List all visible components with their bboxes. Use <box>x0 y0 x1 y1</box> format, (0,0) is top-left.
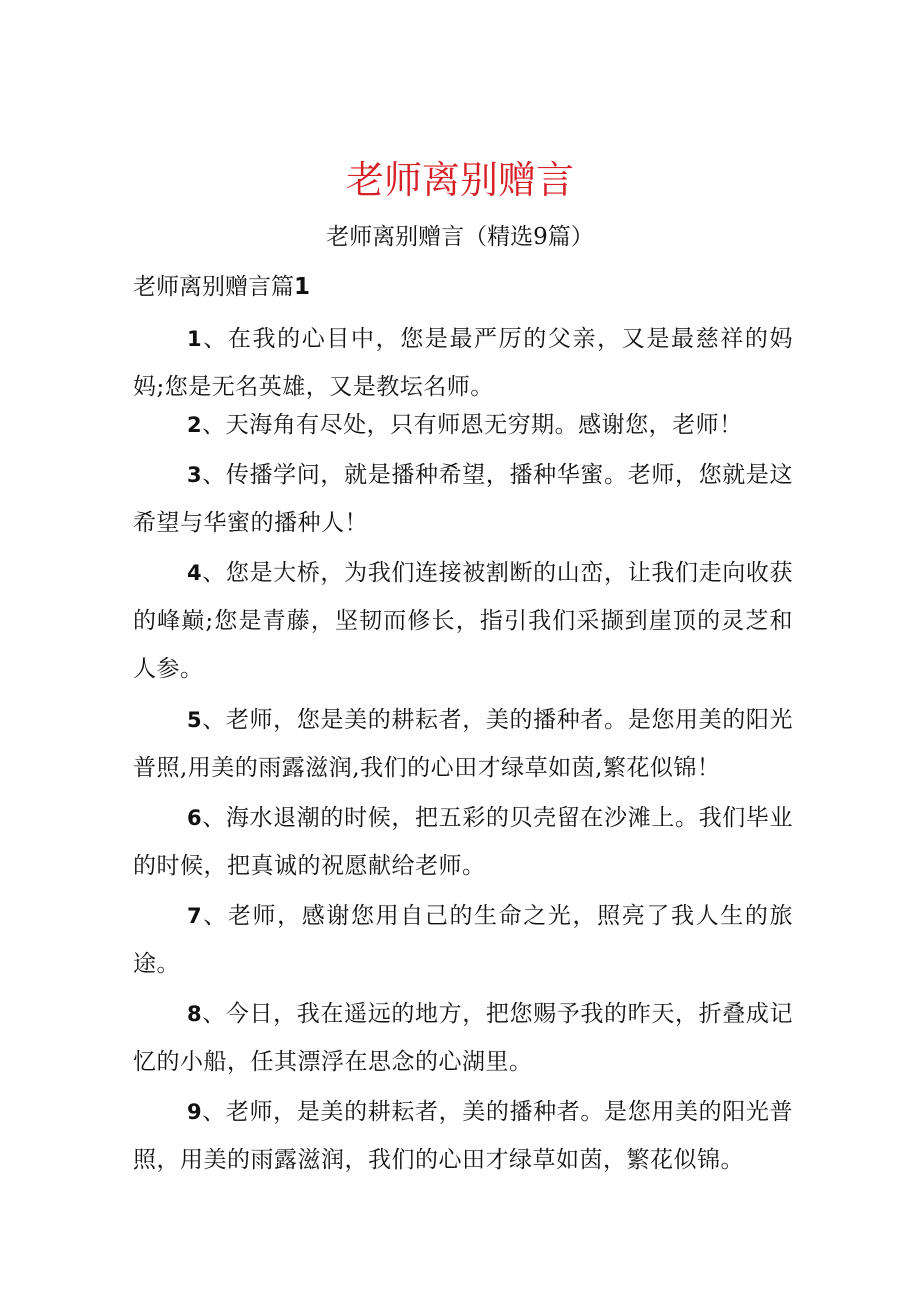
section-heading-text: 老师离别赠言篇 <box>133 274 294 300</box>
list-item <box>133 315 793 411</box>
item-number: 9 <box>187 1100 203 1124</box>
item-text: 、您是大桥，为我们连接被割断的山峦，让我们走向收获的峰巅;您是青藤，坚韧而修长，指引我们采撷到崖顶的灵芝和人参。 <box>133 560 793 682</box>
list-item <box>133 794 793 890</box>
list-item <box>133 892 793 988</box>
item-text: 、传播学问，就是播种希望，播种华蜜。老师，您就是这希望与华蜜的播种人！ <box>133 462 793 536</box>
item-text: 、老师，您是美的耕耘者，美的播种者。是您用美的阳光普照,用美的雨露滋润,我们的心田才绿草如茵,繁花似锦！ <box>133 707 793 781</box>
section-heading <box>133 270 310 304</box>
item-number: 1 <box>187 327 203 351</box>
item-number: 5 <box>187 708 203 732</box>
item-number: 8 <box>187 1002 203 1026</box>
list-item <box>133 990 793 1086</box>
list-item <box>133 401 793 449</box>
item-text: 、在我的心目中，您是最严厉的父亲，又是最慈祥的妈妈;您是无名英雄，又是教坛名师。 <box>133 326 793 400</box>
document-title: 老师离别赠言 <box>345 158 574 202</box>
item-text: 、老师，是美的耕耘者，美的播种者。是您用美的阳光普照，用美的雨露滋润，我们的心田才绿草如茵，繁花似锦。 <box>133 1099 793 1173</box>
item-number: 6 <box>187 806 203 830</box>
list-item <box>133 1088 793 1184</box>
item-text: 、今日，我在遥远的地方，把您赐予我的昨天，折叠成记忆的小船，任其漂浮在思念的心湖里。 <box>133 1001 793 1075</box>
list-item <box>133 696 793 792</box>
document-subtitle: 老师离别赠言（精选9篇） <box>326 224 594 250</box>
list-item <box>133 549 793 693</box>
item-text: 、老师，感谢您用自己的生命之光，照亮了我人生的旅途。 <box>133 903 793 977</box>
item-text: 、天海角有尽处，只有师恩无穷期。感谢您，老师！ <box>202 412 743 438</box>
section-heading-number: 1 <box>294 274 311 300</box>
item-number: 7 <box>187 904 203 928</box>
list-item <box>133 451 793 547</box>
item-number: 4 <box>187 561 203 585</box>
item-number: 2 <box>187 413 203 437</box>
item-number: 3 <box>187 463 203 487</box>
item-text: 、海水退潮的时候，把五彩的贝壳留在沙滩上。我们毕业的时候，把真诚的祝愿献给老师。 <box>133 805 793 879</box>
